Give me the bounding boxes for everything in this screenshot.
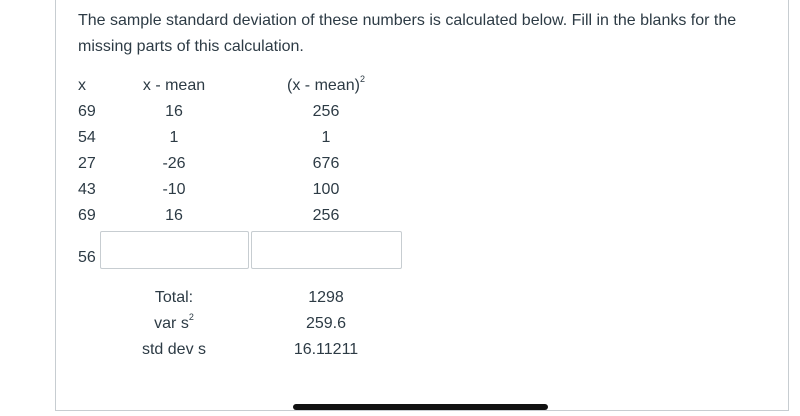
row-3-x: 27 (78, 155, 96, 172)
std-dev-value: 16.11211 (293, 341, 359, 358)
header-squared (251, 76, 401, 96)
row-1-squared: 256 (312, 103, 340, 120)
std-dev-label: std dev s (141, 341, 207, 358)
row-4-squared: 100 (312, 181, 340, 198)
row-1-x-minus-mean: 16 (165, 103, 183, 120)
row-4-x: 43 (78, 181, 96, 198)
row-1-x: 69 (78, 103, 96, 120)
row-3-squared: 676 (312, 155, 340, 172)
header-x-minus-mean: x - mean (142, 77, 206, 94)
header-x: x (78, 77, 86, 94)
row-5-squared: 256 (312, 207, 340, 224)
row-2-x-minus-mean: 1 (169, 129, 179, 146)
row-4-x-minus-mean: -10 (162, 181, 186, 198)
row-3-x-minus-mean: -26 (162, 155, 186, 172)
row-5-x: 69 (78, 207, 96, 224)
variance-label-exponent: 2 (188, 312, 194, 322)
header-squared-exponent: 2 (359, 74, 365, 84)
variance-label-text: var s (154, 315, 189, 332)
total-value: 1298 (308, 289, 344, 306)
row-5-x-minus-mean: 16 (165, 207, 183, 224)
x-minus-mean-blank-input[interactable] (100, 231, 249, 269)
squared-blank-input[interactable] (251, 231, 402, 269)
variance-label (100, 314, 248, 334)
row-2-squared: 1 (321, 129, 331, 146)
home-indicator-bar (293, 404, 548, 410)
total-label: Total: (154, 289, 194, 306)
row-6-x: 56 (78, 249, 96, 266)
row-2-x: 54 (78, 129, 96, 146)
header-squared-base: (x - mean) (287, 77, 360, 94)
variance-value: 259.6 (305, 315, 347, 332)
question-text: The sample standard deviation of these numbers is calculated below. Fill in the blanks for the missing parts of this calculation. (78, 12, 737, 55)
